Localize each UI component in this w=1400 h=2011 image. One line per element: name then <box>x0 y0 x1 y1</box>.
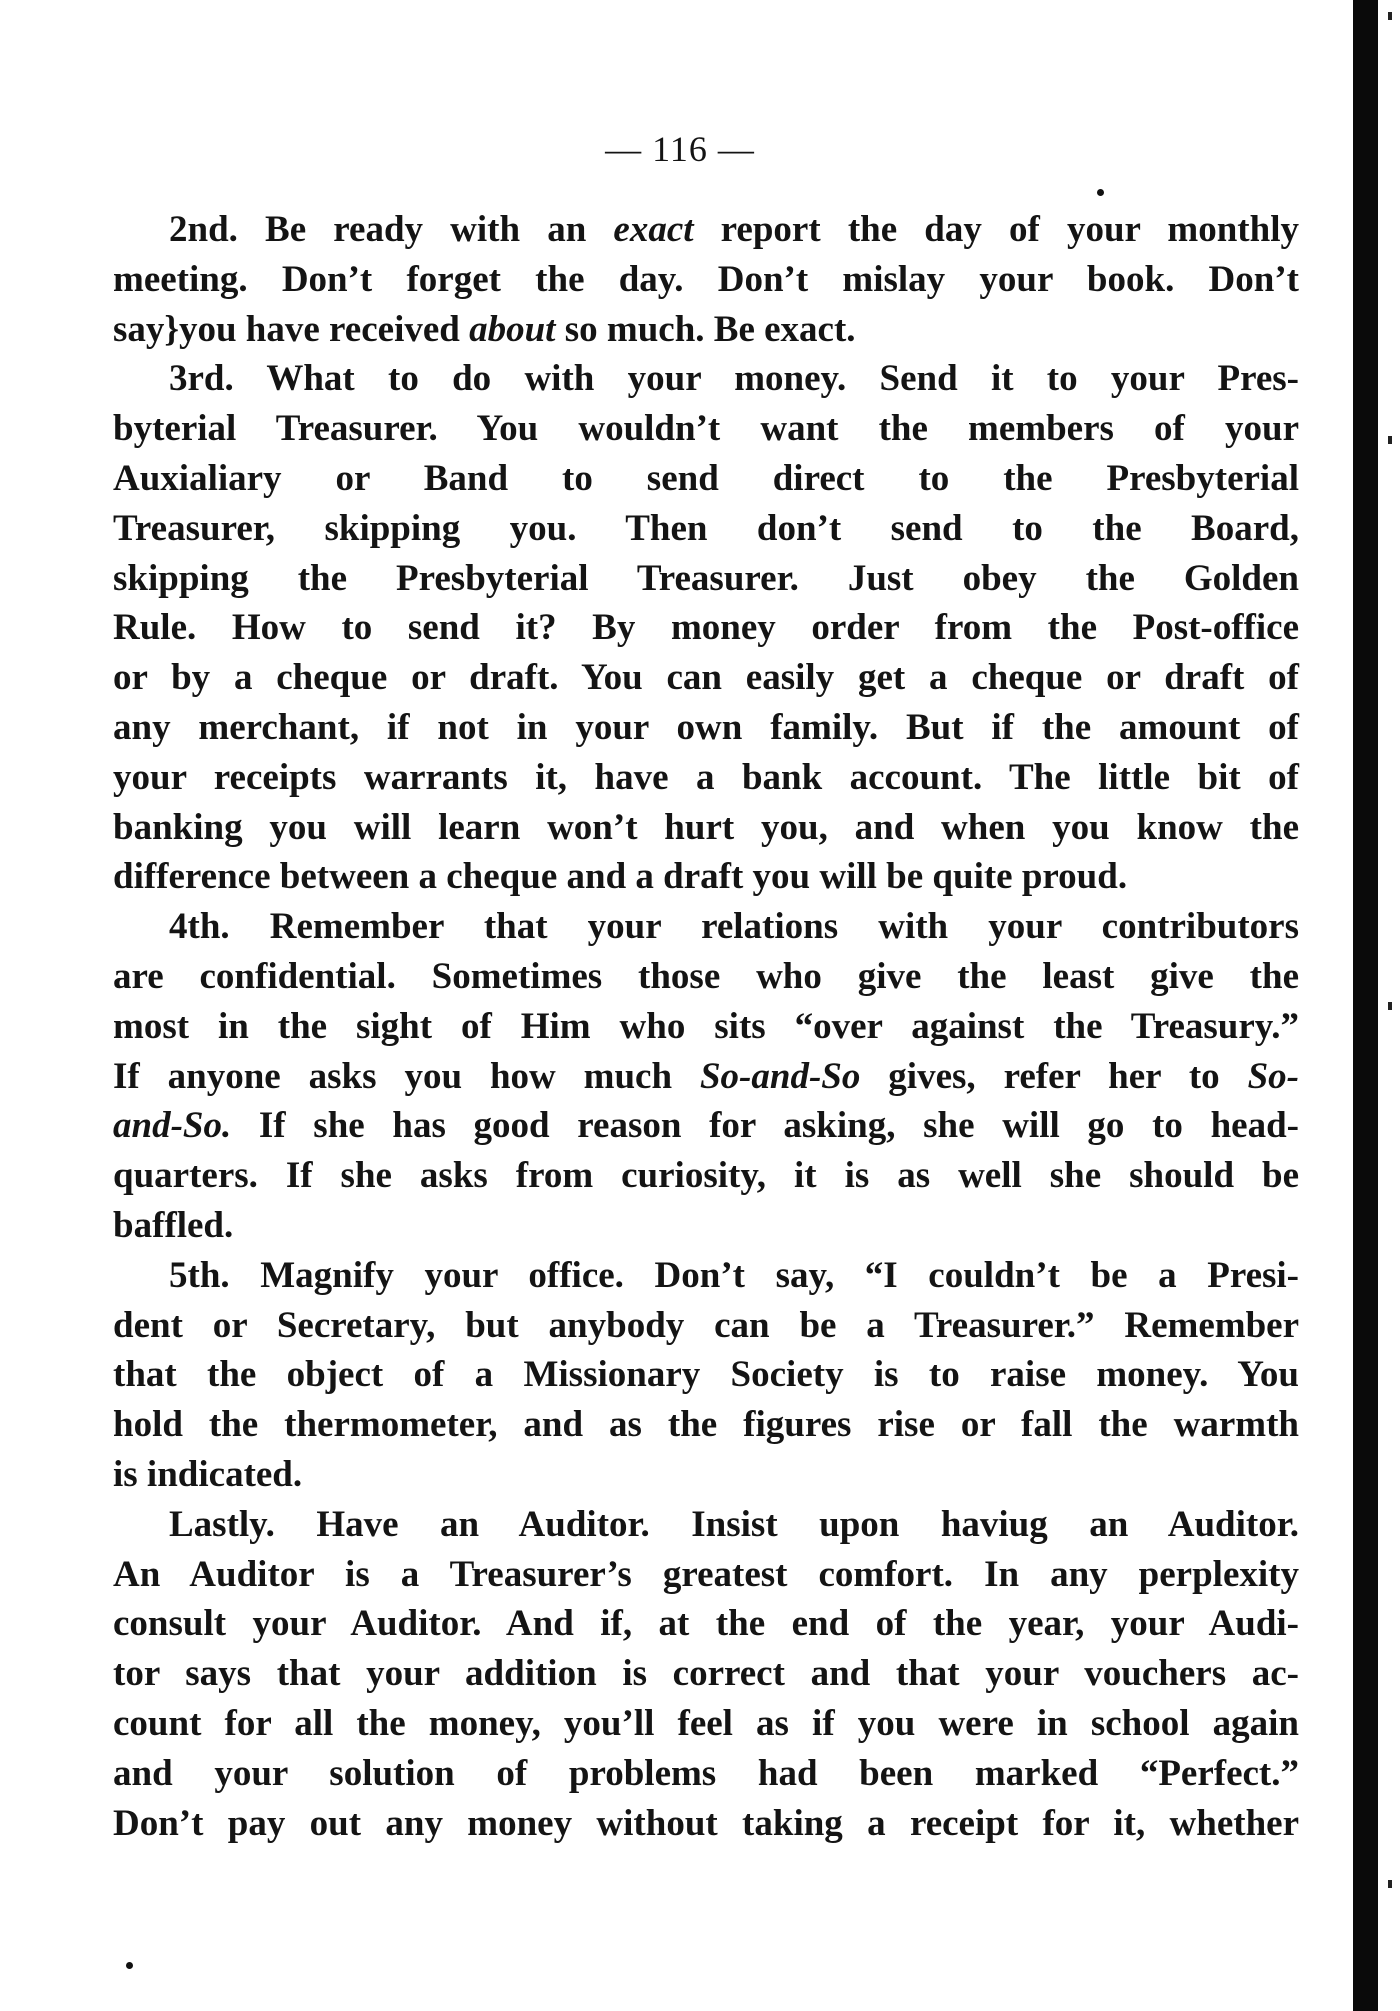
text-segment: Lastly. Have an Auditor. Insist upon haviug an Auditor. <box>169 1503 1299 1545</box>
text-segment: skipping the Presbyterial Treasurer. Just obey the Golden <box>113 557 1299 599</box>
edge-speck <box>1388 1880 1392 1888</box>
text-line <box>113 255 1299 305</box>
text-line <box>113 1599 1299 1649</box>
italic-text: So- <box>1247 1055 1299 1097</box>
text-segment: say}you have received <box>113 308 470 350</box>
text-segment: consult your Auditor. And if, at the end of the year, your Audi- <box>113 1603 1299 1645</box>
text-line <box>113 952 1299 1002</box>
edge-speck <box>1388 1002 1392 1010</box>
text-segment: quarters. If she asks from curiosity, it is as well she should be <box>113 1155 1299 1197</box>
text-segment: that the object of a Missionary Society is to raise money. You <box>113 1354 1299 1396</box>
body-text <box>113 205 1299 1848</box>
text-line <box>113 504 1299 554</box>
text-line <box>113 1699 1299 1749</box>
text-line <box>113 205 1299 255</box>
text-line <box>113 1201 1299 1251</box>
text-segment: If she has good reason for asking, she will go to head- <box>231 1105 1299 1147</box>
text-line <box>113 354 1299 404</box>
text-line <box>113 1400 1299 1450</box>
text-segment: byterial Treasurer. You wouldn’t want the members of your <box>113 408 1299 450</box>
text-line <box>113 1151 1299 1201</box>
text-segment: is indicated. <box>113 1453 303 1495</box>
text-line <box>113 404 1299 454</box>
text-segment: difference between a cheque and a draft you will be quite proud. <box>113 856 1128 898</box>
text-segment: are confidential. Sometimes those who give the least give the <box>113 955 1299 997</box>
text-segment: 3rd. What to do with your money. Send it to your Pres- <box>169 358 1299 400</box>
text-line <box>113 1450 1299 1500</box>
edge-speck <box>1388 436 1392 444</box>
text-line <box>113 454 1299 504</box>
text-line <box>113 1500 1299 1550</box>
text-line <box>113 1101 1299 1151</box>
italic-text: exact <box>613 209 694 250</box>
text-line <box>113 1749 1299 1799</box>
text-segment: meeting. Don’t forget the day. Don’t mislay your book. Don’t <box>113 258 1299 300</box>
text-segment: dent or Secretary, but anybody can be a Treasurer.” Remember <box>113 1304 1299 1346</box>
text-line <box>113 305 1299 355</box>
text-line <box>113 1002 1299 1052</box>
text-line <box>113 1052 1299 1102</box>
text-line <box>113 653 1299 703</box>
text-segment: gives, refer her to <box>860 1055 1248 1097</box>
page-number: — 116 — <box>605 129 755 169</box>
italic-text: about <box>469 308 556 350</box>
text-segment: baffled. <box>113 1204 234 1246</box>
edge-speck <box>1388 12 1392 20</box>
text-segment: Auxialiary or Band to send direct to the Presbyterial <box>113 457 1299 499</box>
text-line <box>113 1251 1299 1301</box>
text-line <box>113 753 1299 803</box>
text-line <box>113 803 1299 853</box>
text-segment: banking you will learn won’t hurt you, and when you know the <box>113 806 1299 848</box>
text-segment: or by a cheque or draft. You can easily get a cheque or draft of <box>113 657 1299 699</box>
page-edge-binding-shadow <box>1353 0 1378 2011</box>
text-segment: Don’t pay out any money without taking a receipt for it, whether <box>113 1802 1299 1844</box>
ink-speck <box>1097 189 1104 196</box>
text-line <box>113 1301 1299 1351</box>
text-line <box>113 1799 1299 1849</box>
text-segment: 2nd. Be ready with an <box>169 209 614 250</box>
text-line <box>113 1550 1299 1600</box>
text-segment: Rule. How to send it? By money order from the Post-office <box>113 607 1299 649</box>
text-segment: count for all the money, you’ll feel as if you were in school again <box>113 1702 1299 1744</box>
text-line <box>113 852 1299 902</box>
text-line <box>113 1649 1299 1699</box>
text-segment: If anyone asks you how much <box>113 1055 700 1097</box>
text-segment: any merchant, if not in your own family. But if the amount of <box>113 706 1299 748</box>
text-line <box>113 1350 1299 1400</box>
italic-text: So-and-So <box>699 1055 861 1097</box>
text-segment: and your solution of problems had been marked “Perfect.” <box>113 1752 1299 1794</box>
text-segment: your receipts warrants it, have a bank account. The little bit of <box>113 756 1299 798</box>
ink-speck <box>126 1962 133 1969</box>
text-line <box>113 703 1299 753</box>
text-segment: hold the thermometer, and as the figures rise or fall the warmth <box>113 1404 1299 1446</box>
text-segment: Treasurer, skipping you. Then don’t send to the Board, <box>113 507 1299 549</box>
text-segment: 5th. Magnify your office. Don’t say, “I couldn’t be a Presi- <box>169 1254 1299 1296</box>
text-line <box>113 554 1299 604</box>
text-segment: 4th. Remember that your relations with your contributors <box>169 906 1299 948</box>
text-segment: so much. Be exact. <box>555 308 856 350</box>
text-segment: tor says that your addition is correct and that your vouchers ac- <box>113 1653 1299 1695</box>
text-segment: report the day of your monthly <box>693 209 1299 250</box>
text-line <box>113 902 1299 952</box>
text-segment: An Auditor is a Treasurer’s greatest comfort. In any perplexity <box>113 1553 1299 1595</box>
text-segment: most in the sight of Him who sits “over against the Treasury.” <box>113 1005 1299 1047</box>
text-line <box>113 603 1299 653</box>
italic-text: and-So. <box>113 1105 232 1147</box>
